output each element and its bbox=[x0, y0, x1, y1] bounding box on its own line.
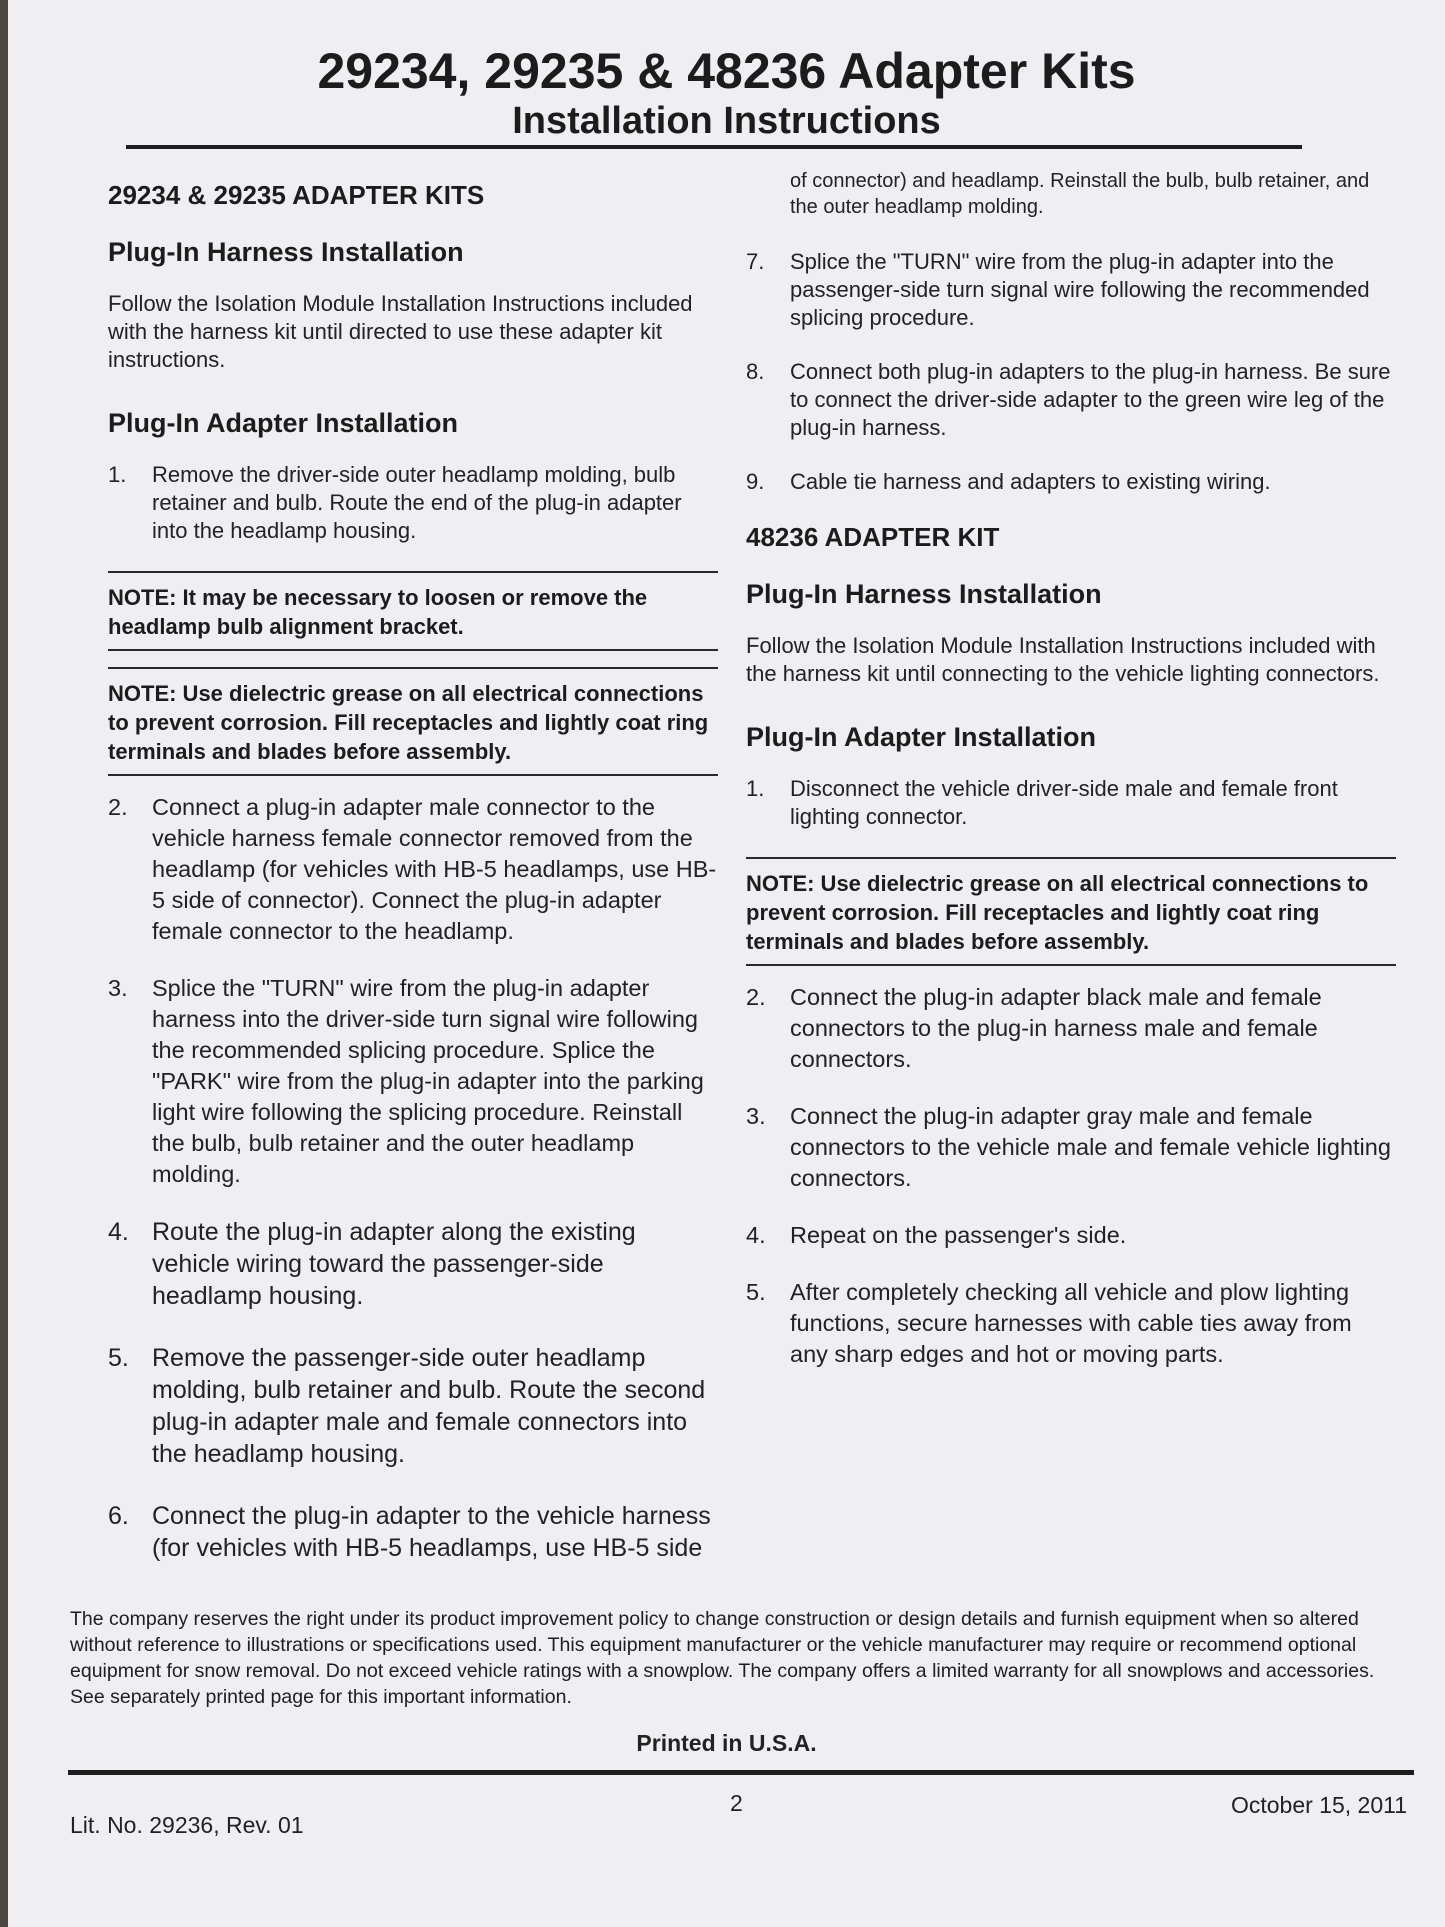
step-text: Cable tie harness and adapters to existing wiring. bbox=[790, 469, 1271, 494]
instruction-sheet bbox=[8, 0, 1445, 1927]
harness-text-right: Follow the Isolation Module Installation Instructions included with the harness kit until connecting to the vehicle lighting connectors. bbox=[746, 633, 1380, 686]
step-number: 9. bbox=[746, 469, 765, 494]
left-column bbox=[108, 168, 718, 1594]
document-subtitle: Installation Instructions bbox=[512, 100, 941, 142]
list-item bbox=[108, 973, 718, 1190]
step-text: Connect the plug-in adapter to the vehicle harness (for vehicles with HB-5 headlamps, use HB-5 side bbox=[152, 1502, 711, 1562]
header-rule bbox=[126, 145, 1302, 149]
adapter-heading-right: Plug-In Adapter Installation bbox=[746, 722, 1097, 752]
list-item bbox=[108, 792, 718, 947]
step-number: 1. bbox=[108, 462, 127, 487]
list-item bbox=[108, 461, 718, 545]
step-number: 5. bbox=[108, 1344, 129, 1372]
step-number: 6. bbox=[108, 1502, 129, 1530]
disclaimer: The company reserves the right under its product improvement policy to change construction or design details and furnish equipment when so altered without reference to illustrations or specifications used. This equipment manufacturer or the vehicle manufacturer may require or recommend optional equipment for snow removal. Do not exceed vehicle ratings with a snowplow. The company offers a limited warranty for all snowplows and accessories. See separately printed page for this important information. bbox=[70, 1608, 1375, 1708]
right-column bbox=[746, 168, 1396, 1396]
step-text: Connect both plug-in adapters to the plug-in harness. Be sure to connect the driver-side adapter to the green wire leg of the plug-in harness. bbox=[790, 359, 1391, 440]
step-number: 4. bbox=[746, 1222, 766, 1248]
step-text: After completely checking all vehicle and plow lighting functions, secure harnesses with cable ties away from any sharp edges and hot or moving parts. bbox=[790, 1279, 1352, 1367]
revision-date: October 15, 2011 bbox=[1230, 1792, 1407, 1818]
footer-rule bbox=[68, 1770, 1414, 1775]
step-text: Route the plug-in adapter along the existing vehicle wiring toward the passenger-side headlamp housing. bbox=[152, 1218, 636, 1310]
adapter-heading-left: Plug-In Adapter Installation bbox=[108, 408, 459, 438]
step-number: 1. bbox=[746, 776, 765, 801]
printed-in-usa: Printed in U.S.A. bbox=[636, 1730, 817, 1756]
harness-text-left: Follow the Isolation Module Installation Instructions included with the harness kit until directed to use these adapter kit instructions. bbox=[108, 291, 693, 372]
step-number: 2. bbox=[746, 984, 766, 1010]
list-item bbox=[746, 1277, 1396, 1370]
step-text: Remove the passenger-side outer headlamp molding, bulb retainer and bulb. Route the second plug-in adapter male and female connectors into the headlamp housing. bbox=[152, 1344, 706, 1468]
note-dielectric-grease-left: NOTE: Use dielectric grease on all electrical connections to prevent corrosion. Fill receptacles and lightly coat ring terminals and blades before assembly. bbox=[108, 667, 718, 776]
note-alignment-bracket: NOTE: It may be necessary to loosen or remove the headlamp bulb alignment bracket. bbox=[108, 571, 718, 651]
step-text: Connect the plug-in adapter black male and female connectors to the plug-in harness male and female connectors. bbox=[790, 984, 1322, 1072]
harness-heading-left: Plug-In Harness Installation bbox=[108, 237, 464, 267]
list-item bbox=[108, 1342, 718, 1470]
list-item bbox=[746, 248, 1396, 332]
step-text: Splice the "TURN" wire from the plug-in adapter into the passenger-side turn signal wire following the recommended splicing procedure. bbox=[790, 249, 1370, 330]
step-6-continuation: of connector) and headlamp. Reinstall the bulb, bulb retainer, and the outer headlamp molding. bbox=[790, 170, 1370, 218]
list-item bbox=[746, 775, 1396, 831]
step-text: Connect the plug-in adapter gray male and female connectors to the vehicle male and female vehicle lighting connectors. bbox=[790, 1103, 1391, 1191]
list-item bbox=[108, 1216, 718, 1312]
list-item bbox=[108, 1500, 718, 1564]
literature-number: Lit. No. 29236, Rev. 01 bbox=[70, 1812, 304, 1838]
kit-heading-29234: 29234 & 29235 ADAPTER KITS bbox=[108, 180, 485, 210]
kit-heading-48236: 48236 ADAPTER KIT bbox=[746, 522, 1000, 552]
document-title: 29234, 29235 & 48236 Adapter Kits bbox=[317, 43, 1136, 99]
step-text: Splice the "TURN" wire from the plug-in adapter harness into the driver-side turn signal wire following the recommended splicing procedure. Splice the "PARK" wire from the plug-in adapter into the parking light wire following the splicing procedure. Reinstall the bulb, bulb retainer and the outer headlamp molding. bbox=[152, 975, 704, 1187]
step-number: 2. bbox=[108, 794, 128, 820]
list-item bbox=[746, 1101, 1396, 1194]
list-item bbox=[746, 982, 1396, 1075]
list-item bbox=[746, 468, 1396, 496]
step-text: Remove the driver-side outer headlamp molding, bulb retainer and bulb. Route the end of the plug-in adapter into the headlamp housing. bbox=[152, 462, 682, 543]
list-item bbox=[746, 1220, 1396, 1251]
list-item bbox=[746, 358, 1396, 442]
step-text: Disconnect the vehicle driver-side male and female front lighting connector. bbox=[790, 776, 1338, 829]
step-number: 8. bbox=[746, 359, 765, 384]
step-number: 4. bbox=[108, 1218, 129, 1246]
note-dielectric-grease-right: NOTE: Use dielectric grease on all electrical connections to prevent corrosion. Fill receptacles and lightly coat ring terminals and blades before assembly. bbox=[746, 857, 1396, 966]
page-number: 2 bbox=[730, 1790, 743, 1816]
harness-heading-right: Plug-In Harness Installation bbox=[746, 579, 1102, 609]
step-number: 5. bbox=[746, 1279, 766, 1305]
step-text: Connect a plug-in adapter male connector to the vehicle harness female connector removed from the headlamp (for vehicles with HB-5 headlamps, use HB-5 side of connector). Connect the plug-in adapter female connector to the headlamp. bbox=[152, 794, 717, 944]
step-text: Repeat on the passenger's side. bbox=[790, 1222, 1127, 1248]
step-number: 3. bbox=[108, 975, 128, 1001]
step-number: 3. bbox=[746, 1103, 766, 1129]
step-number: 7. bbox=[746, 249, 765, 274]
